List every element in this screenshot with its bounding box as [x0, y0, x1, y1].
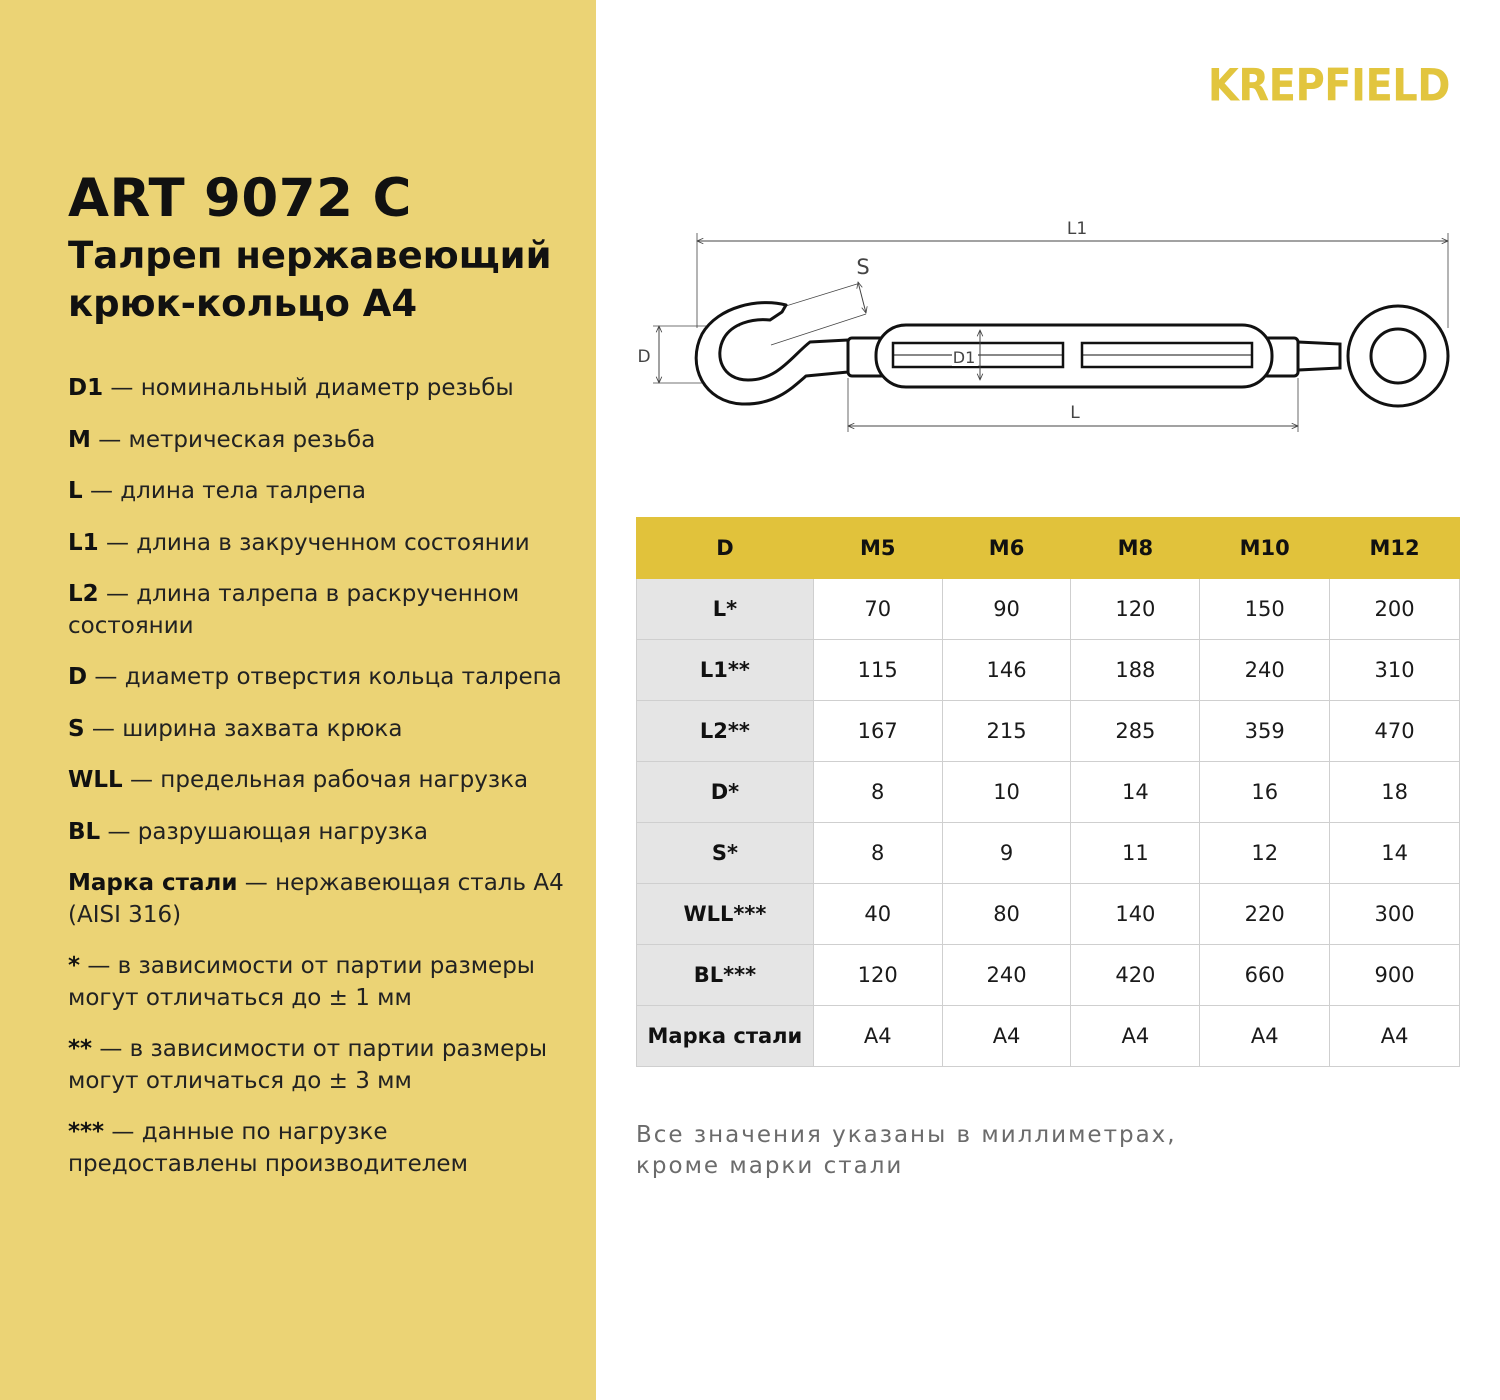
table-cell: 12	[1200, 823, 1330, 884]
table-row	[637, 1006, 1460, 1067]
d1-label: D1	[952, 348, 976, 367]
definition-item: BL — разрушающая нагрузка	[68, 818, 428, 845]
d-label: D	[637, 347, 651, 367]
header-cell: M8	[1071, 518, 1200, 579]
article-number: ART 9072 C	[68, 168, 412, 229]
table-cell: A4	[813, 1006, 942, 1067]
definition-item: L2 — длина талрепа в раскрученном состоянии	[68, 581, 520, 639]
header-corner: D	[637, 518, 814, 579]
units-note-line-1: Все значения указаны в миллиметрах,	[636, 1122, 1177, 1148]
table-cell: 200	[1330, 579, 1460, 640]
row-label: S*	[637, 823, 814, 884]
table-cell: 146	[942, 640, 1071, 701]
row-label: L1**	[637, 640, 814, 701]
table-cell: A4	[1200, 1006, 1330, 1067]
table-cell: 14	[1330, 823, 1460, 884]
s-label: S	[856, 255, 870, 279]
definition-item: ** — в зависимости от партии размеры могут отличаться до ± 3 мм	[68, 1036, 547, 1094]
definition-item: L1 — длина в закрученном состоянии	[68, 529, 530, 556]
table-cell: 11	[1071, 823, 1200, 884]
table-cell: 220	[1200, 884, 1330, 945]
table-row	[637, 884, 1460, 945]
table-cell: A4	[1071, 1006, 1200, 1067]
definition-item: * — в зависимости от партии размеры могут отличаться до ± 1 мм	[68, 953, 535, 1011]
table-cell: 140	[1071, 884, 1200, 945]
header-cell: M10	[1200, 518, 1330, 579]
product-title-line-2: крюк-кольцо A4	[68, 282, 418, 325]
table-row	[637, 823, 1460, 884]
table-row	[637, 640, 1460, 701]
table-cell: 167	[813, 701, 942, 762]
table-cell: 120	[813, 945, 942, 1006]
table-cell: 8	[813, 762, 942, 823]
turnbuckle-drawing	[620, 205, 1465, 445]
table-cell: 240	[1200, 640, 1330, 701]
table-cell: 14	[1071, 762, 1200, 823]
header-cell: M12	[1330, 518, 1460, 579]
table-row	[637, 762, 1460, 823]
product-title-line-1: Талреп нержавеющий	[68, 234, 552, 277]
definition-item: Марка стали — нержавеющая сталь А4 (AISI 316)	[68, 870, 564, 928]
table-cell: 240	[942, 945, 1071, 1006]
table-cell: 9	[942, 823, 1071, 884]
hook-shape	[696, 303, 848, 404]
table-cell: 40	[813, 884, 942, 945]
header-cell: M6	[942, 518, 1071, 579]
krepfield-logo: KREPFIELD	[1207, 60, 1450, 112]
row-label: L2**	[637, 701, 814, 762]
table-cell: A4	[1330, 1006, 1460, 1067]
row-label: WLL***	[637, 884, 814, 945]
table-cell: 300	[1330, 884, 1460, 945]
table-cell: 90	[942, 579, 1071, 640]
table-cell: 310	[1330, 640, 1460, 701]
table-cell: 150	[1200, 579, 1330, 640]
spec-table	[636, 517, 1460, 1067]
header-cell: M5	[813, 518, 942, 579]
table-cell: 470	[1330, 701, 1460, 762]
definition-item: M — метрическая резьба	[68, 426, 376, 453]
units-note-line-2: кроме марки стали	[636, 1153, 904, 1179]
table-row	[637, 945, 1460, 1006]
table-row	[637, 701, 1460, 762]
table-cell: 359	[1200, 701, 1330, 762]
product-title	[68, 232, 588, 328]
row-label: L*	[637, 579, 814, 640]
definition-item: *** — данные по нагрузке предоставлены производителем	[68, 1119, 468, 1177]
l-label: L	[1070, 403, 1080, 423]
definitions-list	[68, 373, 573, 1200]
table-cell: 120	[1071, 579, 1200, 640]
definition-item: L — длина тела талрепа	[68, 478, 367, 504]
table-cell: 188	[1071, 640, 1200, 701]
table-cell: 8	[813, 823, 942, 884]
table-cell: 420	[1071, 945, 1200, 1006]
table-cell: 660	[1200, 945, 1330, 1006]
row-label: BL***	[637, 945, 814, 1006]
definition-item: WLL — предельная рабочая нагрузка	[68, 767, 529, 793]
left-info-panel	[0, 0, 596, 1400]
definition-item: D — диаметр отверстия кольца талрепа	[68, 664, 562, 690]
table-cell: 80	[942, 884, 1071, 945]
table-header-row	[637, 518, 1460, 579]
l1-label: L1	[1066, 219, 1088, 239]
table-cell: 215	[942, 701, 1071, 762]
table-cell: 285	[1071, 701, 1200, 762]
row-label: D*	[637, 762, 814, 823]
table-row	[637, 579, 1460, 640]
units-note	[636, 1120, 1177, 1182]
table-cell: 70	[813, 579, 942, 640]
table-cell: 18	[1330, 762, 1460, 823]
definition-item: S — ширина захвата крюка	[68, 715, 403, 742]
row-label: Марка стали	[637, 1006, 814, 1067]
table-cell: 16	[1200, 762, 1330, 823]
table-cell: 10	[942, 762, 1071, 823]
definition-item: D1 — номинальный диаметр резьбы	[68, 375, 514, 401]
table-cell: 900	[1330, 945, 1460, 1006]
table-cell: 115	[813, 640, 942, 701]
table-cell: A4	[942, 1006, 1071, 1067]
